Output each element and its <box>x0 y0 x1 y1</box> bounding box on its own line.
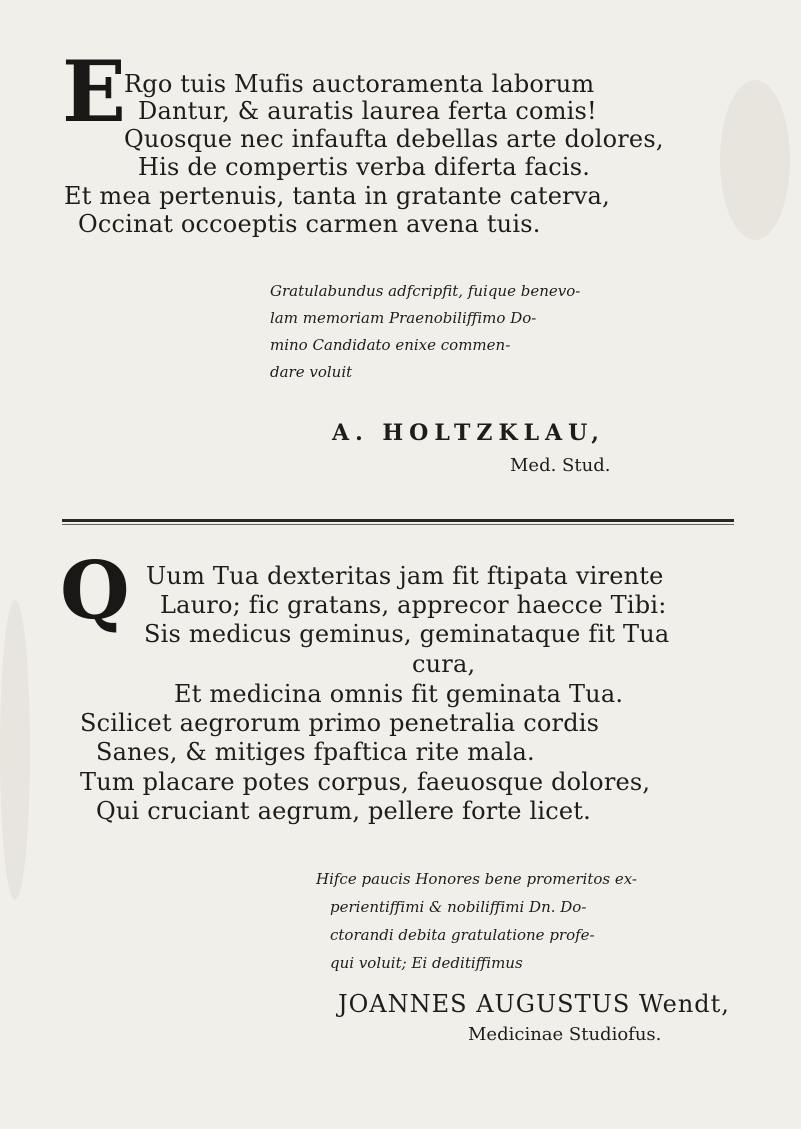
dedication2-line-4: qui voluit; Ei deditiffimus <box>330 954 523 972</box>
poem2-line-8: Tum placare potes corpus, faeuosque dolores, <box>80 768 651 796</box>
paper-stain <box>720 80 790 240</box>
poem1-line-3: Quosque nec infaufta debellas arte dolores, <box>124 125 664 153</box>
signature2-title: Medicinae Studiofus. <box>468 1024 662 1045</box>
section-divider <box>62 519 734 522</box>
signature1-title: Med. Stud. <box>510 455 611 476</box>
poem2-line-5: Et medicina omnis fit geminata Tua. <box>174 680 624 708</box>
poem1-line-4: His de compertis verba diferta facis. <box>138 153 591 181</box>
poem2-line-4: cura, <box>412 650 476 678</box>
poem2-line-6: Scilicet aegrorum primo penetralia cordis <box>80 709 600 737</box>
drop-cap-e: E <box>62 42 127 141</box>
drop-cap-q: Q <box>60 543 130 637</box>
poem2-line-9: Qui cruciant aegrum, pellere forte licet. <box>96 797 591 825</box>
dedication2-line-2: perientiffimi & nobiliffimi Dn. Do- <box>330 898 587 916</box>
poem2-line-1: Uum Tua dexteritas jam fit ftipata virente <box>146 562 664 590</box>
dedication2-line-1: Hifce paucis Honores bene promeritos ex- <box>316 870 637 888</box>
poem1-line-2: Dantur, & auratis laurea ferta comis! <box>138 97 597 125</box>
dedication2-line-3: ctorandi debita gratulatione profe- <box>330 926 595 944</box>
signature2-name: JOANNES AUGUSTUS Wendt, <box>338 990 730 1018</box>
section-divider-thin <box>62 524 734 525</box>
poem2-line-3: Sis medicus geminus, geminataque fit Tua <box>144 620 670 648</box>
dedication1-line-3: mino Candidato enixe commen- <box>270 336 511 354</box>
poem1-line-1: Rgo tuis Mufis auctoramenta laborum <box>124 70 595 98</box>
paper-stain <box>0 600 30 900</box>
dedication1-line-4: dare voluit <box>270 363 353 381</box>
dedication1-line-1: Gratulabundus adfcripfit, fuique benevo- <box>270 282 581 300</box>
poem1-line-6: Occinat occoeptis carmen avena tuis. <box>78 210 541 238</box>
poem2-line-7: Sanes, & mitiges fpaftica rite mala. <box>96 738 535 766</box>
poem1-line-5: Et mea pertenuis, tanta in gratante caterva, <box>64 182 610 210</box>
signature1-name: A. HOLTZKLAU, <box>332 420 605 446</box>
poem2-line-2: Lauro; fic gratans, apprecor haecce Tibi: <box>160 591 667 619</box>
dedication1-line-2: lam memoriam Praenobiliffimo Do- <box>270 309 537 327</box>
